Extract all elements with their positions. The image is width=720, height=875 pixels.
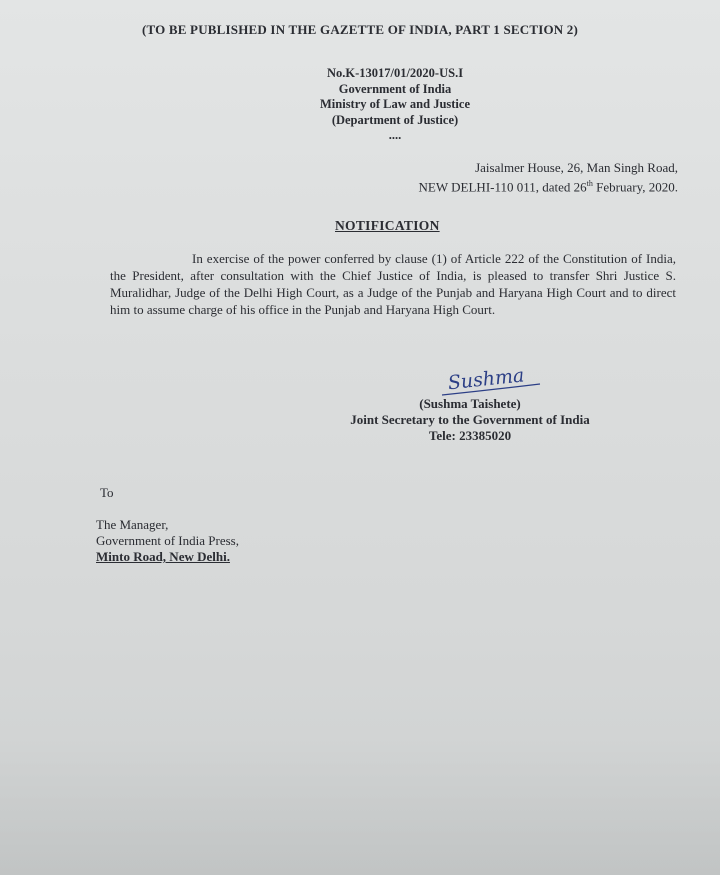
notification-title: NOTIFICATION <box>335 218 440 233</box>
signatory-name: (Sushma Taishete) <box>419 396 521 411</box>
address-date-prefix: NEW DELHI-110 011, dated 26 <box>418 179 587 195</box>
recipient-line-3: Minto Road, New Delhi. <box>96 549 230 564</box>
paper-shadow <box>0 735 720 875</box>
to-label: To <box>100 485 114 500</box>
address-line-1: Jaisalmer House, 26, Man Singh Road, <box>475 160 678 175</box>
recipient-line-1: The Manager, <box>96 517 169 532</box>
gazette-publication-line: (TO BE PUBLISHED IN THE GAZETTE OF INDIA, PART 1 SECTION 2) <box>141 22 579 37</box>
address-line-2 <box>419 176 678 195</box>
recipient-line-2: Government of India Press, <box>96 533 239 548</box>
signatory-block <box>300 396 640 444</box>
recipient-address <box>96 517 239 565</box>
signature-text: Sushma <box>446 364 526 395</box>
notification-body: In exercise of the power conferred by clause (1) of Article 222 of the Constitution of India, the President, after consultation with the Chief Justice of India, is pleased to transfer Shri Justice S. Muralidhar, Judge of the Delhi High Court, as a Judge of the Punjab and Haryana High Court and to direct him to assume charge of his office in the Punjab and Haryana High Court. <box>110 251 676 317</box>
separator-dots: .... <box>388 128 402 142</box>
government-line: Government of India <box>338 81 452 96</box>
header-block <box>250 66 540 144</box>
address-date-suffix: February, 2020. <box>592 179 678 195</box>
signatory-designation: Joint Secretary to the Government of India <box>350 412 590 427</box>
date-ordinal-suffix: th <box>586 179 593 188</box>
signatory-telephone: Tele: 23385020 <box>428 428 512 443</box>
file-number: No.K-13017/01/2020-US.I <box>326 66 464 80</box>
department-line: (Department of Justice) <box>331 112 459 127</box>
address-block <box>419 160 678 195</box>
ministry-line: Ministry of Law and Justice <box>320 97 470 111</box>
handwritten-signature <box>440 362 550 398</box>
